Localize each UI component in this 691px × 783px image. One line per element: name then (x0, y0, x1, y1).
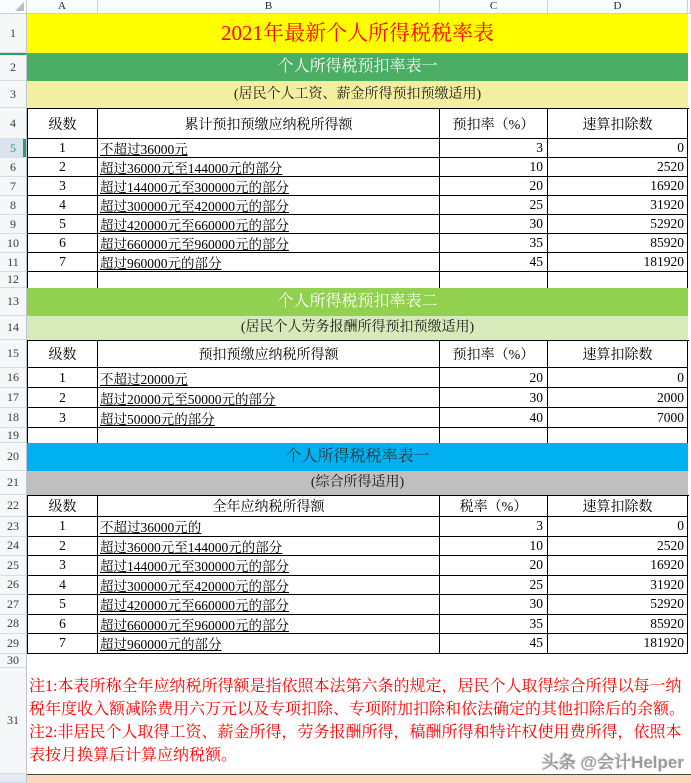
table-row-10 (28, 234, 689, 253)
row-header-7[interactable]: 7 (0, 177, 27, 196)
header-cell-C22[interactable]: 税率（%） (440, 496, 548, 517)
row-header-28[interactable]: 28 (0, 615, 27, 635)
column-header-row (0, 0, 691, 14)
cell-A18[interactable]: 3 (28, 408, 98, 428)
section3-subtitle-band[interactable]: (综合所得适用) (27, 471, 688, 495)
cell-A24[interactable]: 2 (28, 537, 98, 557)
row-header-30[interactable]: 30 (0, 654, 27, 668)
cell-D6[interactable]: 2520 (548, 158, 688, 177)
cell-B26[interactable]: 超过300000元至420000元的部分 (98, 576, 440, 596)
cell-C7[interactable]: 20 (440, 177, 548, 196)
row-header-3[interactable]: 3 (0, 81, 27, 108)
section1-subtitle-band[interactable]: (居民个人工资、薪金所得预扣预缴适用) (27, 81, 688, 108)
cell-B12[interactable] (98, 272, 440, 288)
column-header-A[interactable]: A (27, 0, 98, 14)
cell-A29[interactable]: 7 (28, 634, 98, 654)
cell-D5[interactable]: 0 (548, 139, 688, 158)
row-header-9[interactable]: 9 (0, 215, 27, 234)
cell-D10[interactable]: 85920 (548, 234, 688, 253)
cell-D24[interactable]: 2520 (548, 537, 688, 557)
row-header-13[interactable]: 13 (0, 288, 27, 316)
table-row-16 (28, 368, 689, 388)
watermark: 头条 @会计Helper (541, 753, 684, 772)
cell-A23[interactable]: 1 (28, 517, 98, 537)
cell-C9[interactable]: 30 (440, 215, 548, 234)
cell-C17[interactable]: 30 (440, 388, 548, 408)
row-header-column (0, 14, 27, 783)
cell-A25[interactable]: 3 (28, 556, 98, 576)
cell-D29[interactable]: 181920 (548, 634, 688, 654)
row-header-12[interactable]: 12 (0, 272, 27, 288)
header-cell-D15[interactable]: 速算扣除数 (548, 341, 688, 368)
select-all-triangle-icon (15, 2, 24, 11)
column-header-D[interactable]: D (548, 0, 688, 14)
cell-D11[interactable]: 181920 (548, 253, 688, 272)
header-cell-A15[interactable]: 级数 (28, 341, 98, 368)
cell-D27[interactable]: 52920 (548, 595, 688, 615)
cell-C5[interactable]: 3 (440, 139, 548, 158)
section2-subtitle-band[interactable]: (居民个人劳务报酬所得预扣预缴适用) (27, 316, 688, 340)
row-header-11[interactable]: 11 (0, 253, 27, 272)
cell-C18[interactable]: 40 (440, 408, 548, 428)
cell-A8[interactable]: 4 (28, 196, 98, 215)
cell-D23[interactable]: 0 (548, 517, 688, 537)
table-row-25 (28, 556, 689, 576)
cell-D26[interactable]: 31920 (548, 576, 688, 596)
header-cell-A4[interactable]: 级数 (28, 109, 98, 139)
cell-A19[interactable] (28, 428, 98, 443)
note-1-text: 注1:本表所称全年应纳税所得额是指依照本法第六条的规定，居民个人取得综合所得以每一纳税年度收入额减除费用六万元以及专项扣除、专项附加扣除和依法确定的其他扣除后的余额。 (29, 677, 686, 718)
cell-B10[interactable]: 超过660000元至960000元的部分 (98, 234, 440, 253)
header-row-22 (28, 496, 689, 517)
row-header-6[interactable]: 6 (0, 158, 27, 177)
cell-D25[interactable]: 16920 (548, 556, 688, 576)
row-header-14[interactable]: 14 (0, 316, 27, 340)
row-header-24[interactable]: 24 (0, 537, 27, 557)
cell-D19[interactable] (548, 428, 688, 443)
cell-A6[interactable]: 2 (28, 158, 98, 177)
cell-A5[interactable]: 1 (28, 139, 98, 158)
table-row-9 (28, 215, 689, 234)
table-row-6 (28, 158, 689, 177)
row-header-32-partial[interactable] (0, 774, 27, 783)
table-row-7 (28, 177, 689, 196)
cell-B27[interactable]: 超过420000元至660000元的部分 (98, 595, 440, 615)
cell-A12[interactable] (28, 272, 98, 288)
cell-C27[interactable]: 30 (440, 595, 548, 615)
empty-row-30[interactable] (27, 654, 688, 668)
table-row-17 (28, 388, 689, 408)
table-row-5 (28, 139, 689, 158)
cell-B16[interactable]: 不超过20000元 (98, 368, 440, 388)
row-header-18[interactable]: 18 (0, 408, 27, 428)
row-header-20[interactable]: 20 (0, 443, 27, 471)
cell-C19[interactable] (440, 428, 548, 443)
cell-C24[interactable]: 10 (440, 537, 548, 557)
header-cell-B22[interactable]: 全年应纳税所得额 (98, 496, 440, 517)
row-header-23[interactable]: 23 (0, 517, 27, 537)
cell-B24[interactable]: 超过36000元至144000元的部分 (98, 537, 440, 557)
note-2-text: 注2:非居民个人取得工资、薪金所得，劳务报酬所得，稿酬所得和特许权使用费所得，依照本表按月换算后计算应纳税额。 (29, 723, 682, 764)
cells-area (27, 14, 688, 774)
column-header-B[interactable]: B (98, 0, 440, 14)
cell-A7[interactable]: 3 (28, 177, 98, 196)
sheet-title-cell[interactable]: 2021年最新个人所得税税率表 (27, 14, 688, 53)
cell-A28[interactable]: 6 (28, 615, 98, 635)
row-header-19[interactable]: 19 (0, 428, 27, 443)
header-cell-B15[interactable]: 预扣预缴应纳税所得额 (98, 341, 440, 368)
select-all-button[interactable] (0, 0, 27, 14)
cell-D17[interactable]: 2000 (548, 388, 688, 408)
cell-A26[interactable]: 4 (28, 576, 98, 596)
row-header-16[interactable]: 16 (0, 368, 27, 388)
table-row-28 (28, 615, 689, 635)
header-cell-B4[interactable]: 累计预扣预缴应纳税所得额 (98, 109, 440, 139)
cell-C6[interactable]: 10 (440, 158, 548, 177)
section2-title-band[interactable]: 个人所得税预扣率表二 (27, 288, 688, 316)
row-header-29[interactable]: 29 (0, 634, 27, 654)
cell-A16[interactable]: 1 (28, 368, 98, 388)
row-header-21[interactable]: 21 (0, 471, 27, 495)
cell-C25[interactable]: 20 (440, 556, 548, 576)
cell-C16[interactable]: 20 (440, 368, 548, 388)
row-header-22[interactable]: 22 (0, 495, 27, 517)
cell-D12[interactable] (548, 272, 688, 288)
cell-B17[interactable]: 超过20000元至50000元的部分 (98, 388, 440, 408)
table-row-11 (28, 253, 689, 272)
cell-C29[interactable]: 45 (440, 634, 548, 654)
cell-C23[interactable]: 3 (440, 517, 548, 537)
cell-D28[interactable]: 85920 (548, 615, 688, 635)
cell-B29[interactable]: 超过960000元的部分 (98, 634, 440, 654)
cell-C12[interactable] (440, 272, 548, 288)
section3-title-band[interactable]: 个人所得税税率表一 (27, 443, 688, 471)
cell-D8[interactable]: 31920 (548, 196, 688, 215)
row-header-31[interactable]: 31 (0, 668, 27, 775)
cell-A11[interactable]: 7 (28, 253, 98, 272)
annual-tax-rate-table (27, 495, 689, 654)
header-cell-C15[interactable]: 预扣率（%） (440, 341, 548, 368)
withholding-rate-table-2 (27, 340, 689, 428)
cell-B25[interactable]: 超过144000元至300000元的部分 (98, 556, 440, 576)
row-header-25[interactable]: 25 (0, 556, 27, 576)
cell-D7[interactable]: 16920 (548, 177, 688, 196)
cell-C11[interactable]: 45 (440, 253, 548, 272)
row-header-5[interactable]: 5 (0, 139, 27, 158)
cell-C10[interactable]: 35 (440, 234, 548, 253)
cell-C8[interactable]: 25 (440, 196, 548, 215)
cell-D16[interactable]: 0 (548, 368, 688, 388)
row-header-15[interactable]: 15 (0, 340, 27, 368)
table-row-18 (28, 408, 689, 428)
cell-A9[interactable]: 5 (28, 215, 98, 234)
header-row-4 (28, 109, 689, 139)
header-cell-A22[interactable]: 级数 (28, 496, 98, 517)
row-header-4[interactable]: 4 (0, 108, 27, 139)
row-header-8[interactable]: 8 (0, 196, 27, 215)
cell-B6[interactable]: 超过36000元至144000元的部分 (98, 158, 440, 177)
header-row-15 (28, 341, 689, 368)
row-header-1[interactable]: 1 (0, 14, 27, 53)
cell-B18[interactable]: 超过50000元的部分 (98, 408, 440, 428)
header-cell-D4[interactable]: 速算扣除数 (548, 109, 688, 139)
empty-row-12 (27, 272, 689, 288)
table-row-8 (28, 196, 689, 215)
empty-row-19 (27, 428, 689, 443)
section1-title-band[interactable]: 个人所得税预扣率表一 (27, 53, 688, 81)
cell-A17[interactable]: 2 (28, 388, 98, 408)
cell-B11[interactable]: 超过960000元的部分 (98, 253, 440, 272)
row-header-10[interactable]: 10 (0, 234, 27, 253)
table-row-24 (28, 537, 689, 557)
cell-B5[interactable]: 不超过36000元 (98, 139, 440, 158)
table-row-26 (28, 576, 689, 596)
cell-A27[interactable]: 5 (28, 595, 98, 615)
cell-B7[interactable]: 超过144000元至300000元的部分 (98, 177, 440, 196)
table-row-27 (28, 595, 689, 615)
row-header-26[interactable]: 26 (0, 576, 27, 596)
row-header-2[interactable]: 2 (0, 53, 27, 81)
column-header-C[interactable]: C (440, 0, 548, 14)
header-cell-C4[interactable]: 预扣率（%） (440, 109, 548, 139)
row-header-17[interactable]: 17 (0, 388, 27, 408)
cell-C26[interactable]: 25 (440, 576, 548, 596)
cell-B9[interactable]: 超过420000元至660000元的部分 (98, 215, 440, 234)
table-row-29 (28, 634, 689, 654)
cell-D9[interactable]: 52920 (548, 215, 688, 234)
table-row-23 (28, 517, 689, 537)
withholding-rate-table-1 (27, 108, 689, 272)
cell-B19[interactable] (98, 428, 440, 443)
cell-A10[interactable]: 6 (28, 234, 98, 253)
cell-D18[interactable]: 7000 (548, 408, 688, 428)
cell-B23[interactable]: 不超过36000元的 (98, 517, 440, 537)
header-cell-D22[interactable]: 速算扣除数 (548, 496, 688, 517)
cell-B28[interactable]: 超过660000元至960000元的部分 (98, 615, 440, 635)
partial-row-32[interactable] (27, 774, 691, 783)
cell-B8[interactable]: 超过300000元至420000元的部分 (98, 196, 440, 215)
cell-C28[interactable]: 35 (440, 615, 548, 635)
row-header-27[interactable]: 27 (0, 595, 27, 615)
